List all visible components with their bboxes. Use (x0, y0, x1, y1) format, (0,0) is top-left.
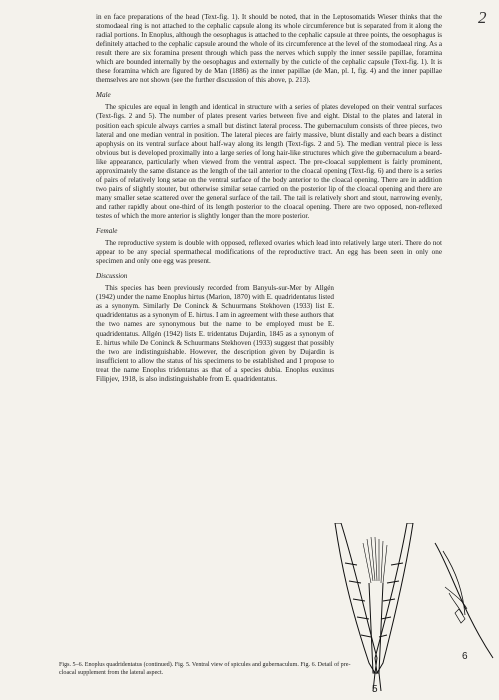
section-heading-discussion: Discussion (96, 272, 128, 281)
paragraph-discussion: This species has been previously recorded from Banyuls-sur-Mer by Allgén (1942) under the name Enoplus hirtus (Marion, 1870) with E. quadridentatus listed as a synonym. Similarly De Coninck & Schuurmans Stekhoven (1933) list E. quadridentatus as a synonym of E. hirtus. I am in agreement with these authors that the two names are synonymous but the name to be employed must be E. quadridentatus. Allgén (1942) lists E. tridentatus Dujardin, 1845 as a synonym of E. hirtus while De Coninck & Schuurmans Stekhoven (1933) suggest that possibly the two are indistinguishable. However, the description given by Dujardin is insufficient to allow the status of his specimens to be established and I propose to treat the name Enoplus tridentatus as that of a species dubia. Enoplus euxinus Filipjev, 1918, is also indistinguishable from E. quadridentatus. (96, 284, 334, 383)
page-marker: 2 (478, 8, 487, 27)
section-heading-male: Male (96, 91, 111, 100)
paragraph-female: The reproductive system is double with opposed, reflexed ovaries which lead into relatively large uteri. There do not appear to be any special spermathecal modifications of the reproductive tract. An egg has been seen in only one specimen and only one egg was present. (96, 239, 442, 266)
figure-caption: Figs. 5–6. Enoplus quadridentatus (continued). Fig. 5. Ventral view of spicules and gubernaculum. Fig. 6. Detail of pre-cloacal supplement from the lateral aspect. (59, 662, 351, 676)
figure-label-5: 5 (372, 684, 378, 695)
paragraph-male: The spicules are equal in length and identical in structure with a series of plates developed on their ventral surfaces (Text-figs. 2 and 5). The number of plates present varies between five and eight. Distal to the plates and lateral in position each spicule always carries a small but distinct lateral process. The gubernaculum consists of three pieces, two lateral and one median ventral in position. The lateral pieces are fairly massive, blunt distally and each bears a distinct apophysis on its ventral surface about half-way along its length (Text-figs. 2 and 5). The median ventral piece is less obvious but is developed proximally into a large series of long hair-like structures which give the gubernaculum a beard-like appearance, particularly when viewed from the ventral aspect. The pre-cloacal supplement is fairly prominent, approximately the same distance as the length of the tail anterior to the cloacal opening (Text-fig. 6) and there is a series of pairs of relatively long setae on the ventral surface of the body anterior to the cloacal opening. There are in addition two pairs of slightly stouter, but otherwise similar setae carried on the posterior lip of the cloacal opening and there are many smaller setae scattered over the general surface of the tail. The tail is relatively short and stout, narrowing evenly, and rather rapidly about one-third of its length posterior to the cloacal opening. There are two opposed, non-reflexed testes of which the more anterior is slightly longer than the more posterior. (96, 103, 442, 220)
section-heading-female: Female (96, 227, 118, 236)
body-text (96, 13, 442, 384)
figure-label-6: 6 (462, 651, 468, 662)
paragraph-intro: in en face preparations of the head (Text-fig. 1). It should be noted, that in the Leptosomatids Wieser thinks that the stomodaeal ring is not attached to the cephalic capsule along its whole circumference but is separated from it along the radial portions. In Enoplus, although the oesophagus is attached to the cephalic capsule at three points, the oesophagus is definitely attached to the cephalic capsule around the whole of its circumference at the level of the stomodaeal ring. As a result there are six foramina present through which pass the nerves which supply the inner sessile papillae, foramina which are bounded internally by the oesophagus and externally by the cuticle of the cephalic capsule (Text-fig. 1). It is these foramina which are figured by de Man (1886) as the inner papillae (de Man, pl. I, fig. 4) and the inner papillae themselves are not shown (see the further discussion of this above, p. 213). (96, 13, 442, 85)
